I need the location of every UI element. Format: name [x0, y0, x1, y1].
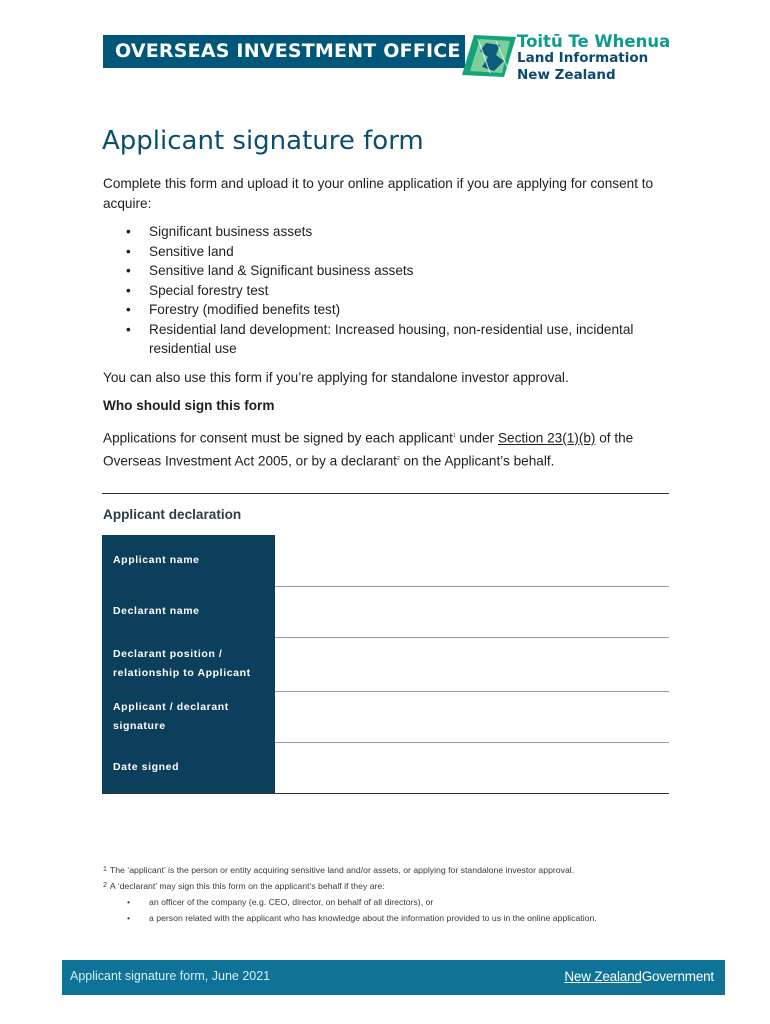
list-item: • Significant business assets — [125, 222, 670, 242]
consent-paragraph — [103, 426, 673, 471]
footnote-text: The ‘applicant’ is the person or entity acquiring sensitive land and/or assets, or applying for standalone investor approval. — [109, 865, 575, 875]
list-item: • Special forestry test — [125, 281, 670, 301]
footnote-1 — [103, 863, 673, 877]
list-item: • an officer of the company (e.g. CEO, director, on behalf of all directors), or — [127, 895, 647, 909]
list-item: • a person related with the applicant who has knowledge about the information provided to us in the online application. — [127, 911, 647, 925]
declaration-heading: Applicant declaration — [103, 507, 242, 522]
agency-name-line2: New Zealand — [517, 67, 616, 83]
linz-wordmark — [517, 33, 670, 84]
footnote-ref-2: 2 — [396, 455, 400, 462]
declarant-position-field[interactable] — [275, 637, 669, 691]
agency-maori-name: Toitū Te Whenua — [517, 32, 671, 51]
consent-text-4: on the Applicant’s behalf. — [399, 453, 555, 469]
section-link[interactable]: Section 23(1)(b) — [497, 430, 596, 446]
footnote-ref-1: 1 — [452, 433, 456, 439]
agency-name-line1: Land Information — [517, 50, 649, 66]
list-item: • Forestry (modified benefits test) — [125, 300, 670, 320]
office-name: OVERSEAS INVESTMENT OFFICE — [115, 40, 461, 62]
table-row — [102, 691, 669, 742]
page-footer — [62, 960, 725, 995]
field-label: Applicant name — [102, 535, 275, 586]
consent-text-1: Applications for consent must be signed by each applicant — [103, 430, 453, 446]
field-label — [102, 691, 275, 742]
footnote-text: A ‘declarant’ may sign this this form on the applicant’s behalf if they are: — [109, 881, 385, 891]
list-item: • Residential land development: Increased housing, non-residential use, incidental residential use — [125, 320, 670, 359]
nz-government-logo — [564, 969, 714, 984]
field-label-text: Declarant position / relationship to Applicant — [113, 648, 251, 679]
footnote-number: 2 — [103, 882, 107, 889]
nz-government-logo-word: Government — [641, 969, 714, 984]
intro-text: Complete this form and upload it to your online application if you are applying for consent to acquire: — [103, 176, 654, 211]
table-row — [102, 742, 669, 793]
page-title: Applicant signature form — [102, 126, 424, 156]
field-label: Date signed — [102, 742, 275, 793]
nz-government-logo-nz: New Zealand — [564, 969, 642, 984]
list-item: • Sensitive land & Significant business assets — [125, 261, 670, 281]
table-row — [102, 586, 669, 637]
declarant-criteria-list — [127, 895, 647, 927]
footnote-2 — [103, 879, 673, 893]
field-label — [102, 637, 275, 691]
field-label: Declarant name — [102, 586, 275, 637]
asset-type-list — [125, 222, 670, 359]
footer-doc-info: Applicant signature form, June 2021 — [70, 969, 271, 983]
who-should-sign-heading: Who should sign this form — [103, 398, 275, 413]
footnote-number: 1 — [103, 866, 107, 873]
linz-logo-icon — [460, 33, 520, 79]
standalone-text: You can also use this form if you’re applying for standalone investor approval. — [103, 370, 569, 385]
table-row — [102, 637, 669, 691]
declaration-table — [102, 535, 669, 794]
list-item: • Sensitive land — [125, 242, 670, 262]
consent-text-3: of the Overseas Investment Act 2005, or by a declarant — [103, 430, 634, 469]
applicant-name-field[interactable] — [275, 535, 669, 586]
divider — [102, 493, 669, 494]
oio-banner — [103, 35, 465, 68]
date-signed-field[interactable] — [275, 742, 669, 793]
field-label-text: Applicant / declarant signature — [113, 700, 229, 732]
table-row — [102, 535, 669, 586]
consent-text-2: under — [455, 430, 498, 446]
signature-field[interactable] — [275, 691, 669, 742]
declarant-name-field[interactable] — [275, 586, 669, 637]
